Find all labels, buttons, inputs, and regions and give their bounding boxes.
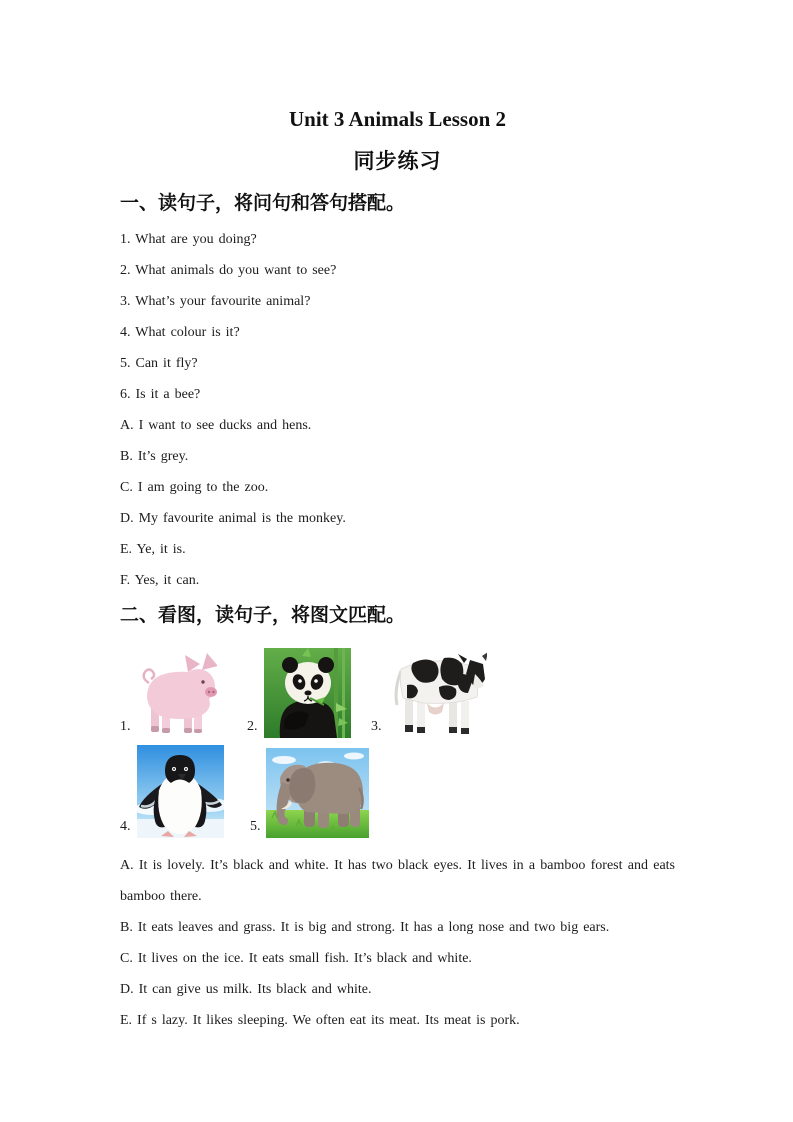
- page-subtitle: 同步练习: [353, 150, 442, 173]
- sentence-d: D. It can give us milk. Its black and white.: [120, 982, 372, 997]
- question-6: 6. Is it a bee?: [120, 387, 201, 402]
- sentence-c: C. It lives on the ice. It eats small fish. It’s black and white.: [120, 951, 472, 966]
- section2-sentence-list: [120, 850, 675, 1036]
- sentence-a: A. It is lovely. It’s black and white. It has two black eyes. It lives in a bamboo forest and eats bamboo there.: [120, 858, 675, 904]
- question-4: 4. What colour is it?: [120, 325, 240, 340]
- pig-image: [137, 645, 217, 738]
- section2-heading: 二、看图，读句子，将图文匹配。: [120, 605, 406, 626]
- image-number-1: 1.: [120, 719, 131, 734]
- answer-a: A. I want to see ducks and hens.: [120, 418, 312, 433]
- elephant-image: [266, 748, 369, 838]
- cow-image: [387, 645, 487, 738]
- section1-heading: 一、读句子，将问句和答句搭配。: [120, 193, 406, 214]
- page-title: Unit 3 Animals Lesson 2: [288, 107, 507, 131]
- question-5: 5. Can it fly?: [120, 356, 198, 371]
- penguin-image: [137, 745, 224, 838]
- question-2: 2. What animals do you want to see?: [120, 263, 337, 278]
- question-1: 1. What are you doing?: [120, 232, 257, 247]
- sentence-b: B. It eats leaves and grass. It is big and strong. It has a long nose and two big ears.: [120, 920, 610, 935]
- answer-d: D. My favourite animal is the monkey.: [120, 511, 346, 526]
- question-3: 3. What’s your favourite animal?: [120, 294, 311, 309]
- answer-e: E. Ye, it is.: [120, 542, 186, 557]
- images-row-1: [120, 643, 675, 738]
- image-number-4: 4.: [120, 819, 131, 834]
- answer-c: C. I am going to the zoo.: [120, 480, 269, 495]
- image-number-3: 3.: [371, 719, 382, 734]
- section1-question-answer-list: [120, 224, 675, 596]
- image-number-5: 5.: [250, 819, 261, 834]
- images-row-2: [120, 745, 675, 838]
- answer-b: B. It’s grey.: [120, 449, 189, 464]
- image-number-2: 2.: [247, 719, 258, 734]
- panda-image: [264, 648, 351, 738]
- worksheet-content: [120, 0, 675, 1036]
- answer-f: F. Yes, it can.: [120, 573, 200, 588]
- sentence-e: E. If s lazy. It likes sleeping. We often eat its meat. Its meat is pork.: [120, 1013, 520, 1028]
